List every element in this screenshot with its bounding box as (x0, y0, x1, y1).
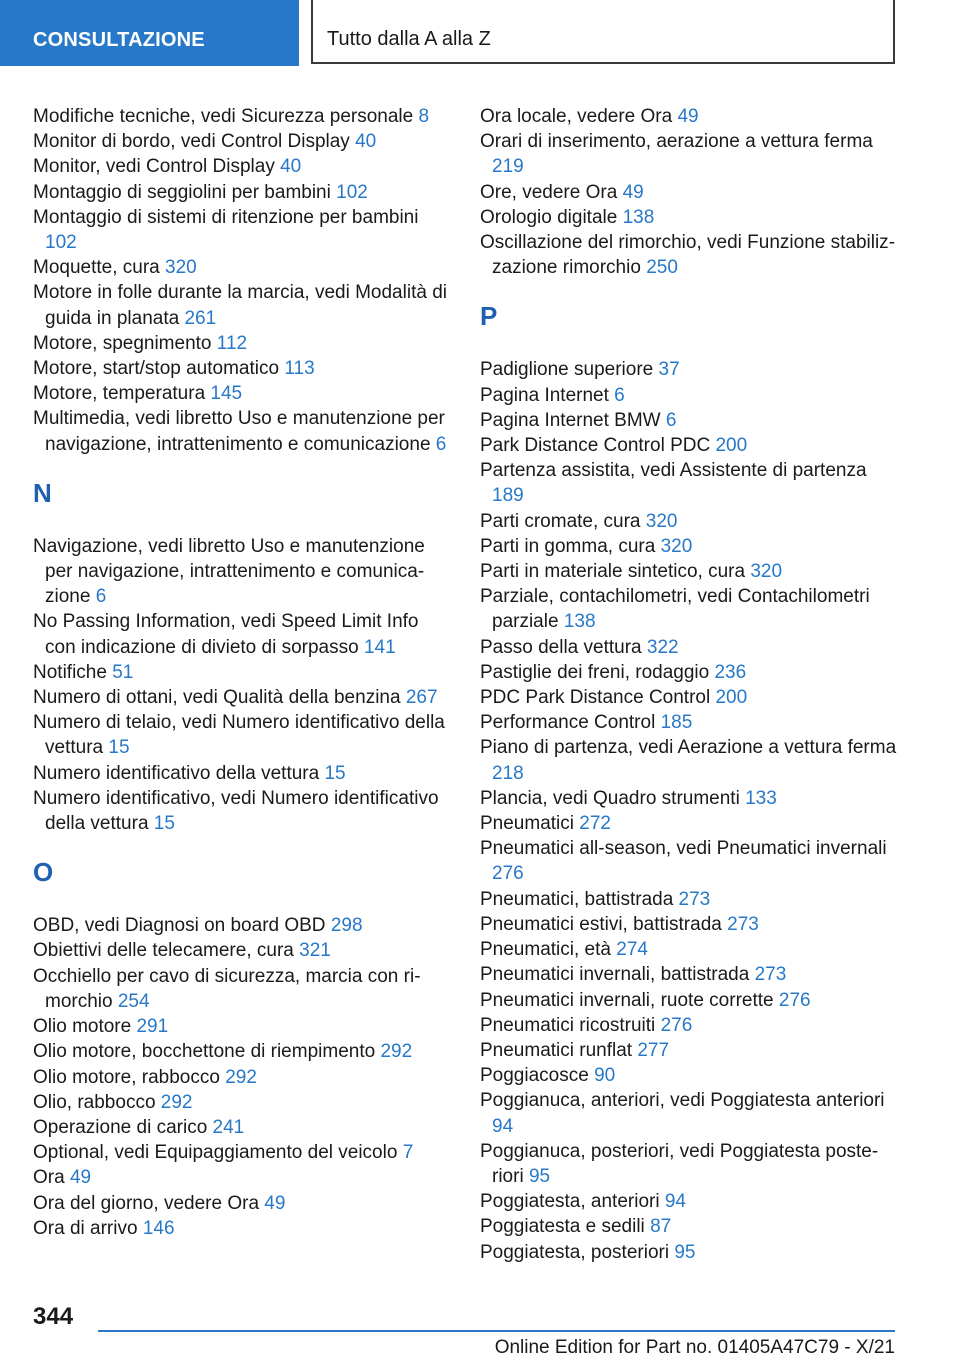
index-entry-text: Olio motore (33, 1016, 132, 1038)
index-entry (480, 559, 900, 584)
index-entry-text: Occhiello per cavo di sicurezza, marcia con rimorchio (33, 965, 421, 1012)
index-entry-text: Oscillazione del rimorchio, vedi Funzione stabilizzazione rimorchio (480, 232, 896, 279)
index-entry-text: Parti in materiale sintetico, cura (480, 561, 746, 583)
index-entry-text: Pneumatici estivi, battistrada (480, 913, 722, 935)
page-reference-link[interactable]: 138 (622, 206, 655, 228)
index-entry-text: Motore, start/stop automatico (33, 358, 280, 380)
index-entry-text: OBD, vedi Diagnosi on board OBD (33, 915, 326, 937)
page-reference-link[interactable]: 267 (405, 687, 438, 709)
page-reference-link[interactable]: 15 (324, 762, 346, 784)
page-reference-link[interactable]: 272 (579, 813, 611, 835)
index-entry-text: Pneumatici (480, 813, 574, 835)
page-reference-link[interactable]: 320 (660, 535, 693, 557)
index-entry-text: Numero di ottani, vedi Qualità della benzina (33, 687, 401, 709)
page-reference-link[interactable]: 87 (650, 1216, 672, 1238)
index-entry-text: Multimedia, vedi libretto Uso e manutenzione per navigazione, intrattenimento e comunicazione (33, 408, 445, 455)
index-entry (33, 406, 453, 456)
index-entry-text: Moquette, cura (33, 257, 160, 279)
index-entry-text: Pneumatici, battistrada (480, 888, 674, 910)
index-entry (33, 1014, 453, 1039)
index-entry-text: Montaggio di sistemi di ritenzione per bambini (33, 206, 419, 228)
index-entry (33, 1191, 453, 1216)
index-entry (480, 1038, 900, 1063)
index-entry (480, 1214, 900, 1239)
index-entry (480, 408, 900, 433)
index-entry (33, 180, 453, 205)
index-entry (33, 129, 453, 154)
page-reference-link[interactable]: 49 (264, 1192, 286, 1214)
index-entry-text: Parti cromate, cura (480, 510, 641, 532)
index-entry (480, 433, 900, 458)
index-entry (480, 458, 900, 508)
index-entry-text: Poggianuca, posteriori, vedi Poggiatesta posteriori (480, 1140, 879, 1187)
page-reference-link[interactable]: 185 (660, 712, 693, 734)
index-entry (33, 685, 453, 710)
page-reference-link[interactable]: 112 (216, 332, 248, 354)
index-entry-text: Montaggio di seggiolini per bambini (33, 181, 331, 203)
index-entry-text: Orologio digitale (480, 206, 618, 228)
page-reference-link[interactable]: 51 (112, 661, 134, 683)
page-reference-link[interactable]: 273 (678, 888, 711, 910)
index-entry (480, 710, 900, 735)
page-reference-link[interactable]: 141 (363, 636, 396, 658)
index-entry (480, 1013, 900, 1038)
page-reference-link[interactable]: 236 (714, 661, 747, 683)
index-column-left (33, 104, 453, 1241)
index-entry (480, 383, 900, 408)
index-entry (480, 205, 900, 230)
page-reference-link[interactable]: 8 (418, 106, 430, 127)
index-entry (33, 1140, 453, 1165)
page-reference-link[interactable]: 95 (674, 1241, 696, 1263)
page-reference-link[interactable]: 7 (402, 1142, 414, 1164)
index-entry (480, 685, 900, 710)
page-reference-link[interactable]: 94 (664, 1191, 686, 1213)
index-entry-text: Partenza assistita, vedi Assistente di partenza (480, 460, 867, 482)
index-entry (480, 912, 900, 937)
index-entry-text: Olio motore, rabbocco (33, 1066, 220, 1088)
index-entry (33, 913, 453, 938)
index-entry (33, 1165, 453, 1190)
index-entry-text: Ora di arrivo (33, 1217, 138, 1239)
index-entry (480, 635, 900, 660)
page-reference-link[interactable]: 49 (69, 1167, 92, 1189)
index-entry-text: Notifiche (33, 661, 107, 683)
index-entry-text: Navigazione, vedi libretto Uso e manutenzione per navigazione, intrattenimento e comunicazione (33, 535, 425, 608)
page-reference-link[interactable]: 250 (646, 257, 678, 279)
page-reference-link[interactable]: 292 (380, 1041, 413, 1063)
index-letter-heading: P (480, 301, 498, 332)
page-reference-link[interactable]: 138 (563, 611, 596, 633)
page-reference-link[interactable]: 292 (160, 1091, 193, 1113)
index-entry-text: Performance Control (480, 712, 656, 734)
index-entry (33, 938, 453, 963)
page-reference-link[interactable]: 189 (492, 485, 524, 507)
page-reference-link[interactable]: 49 (677, 106, 699, 127)
page-reference-link[interactable]: 145 (210, 383, 243, 405)
index-entry-text: Pagina Internet BMW (480, 409, 661, 431)
index-entry-text: Optional, vedi Equipaggiamento del veicolo (33, 1142, 398, 1164)
index-entry (33, 356, 453, 381)
section-tab (0, 0, 299, 66)
page-reference-link[interactable]: 200 (715, 435, 748, 457)
index-entry (480, 937, 900, 962)
index-entry (480, 1088, 900, 1138)
page-reference-link[interactable]: 320 (750, 561, 783, 583)
index-entry-text: Ora del giorno, vedere Ora (33, 1192, 260, 1214)
page-reference-link[interactable]: 241 (212, 1116, 245, 1138)
page-reference-link[interactable]: 113 (284, 358, 315, 380)
index-entry-text: Park Distance Control PDC (480, 435, 711, 457)
index-entry-text: Pneumatici runflat (480, 1039, 633, 1061)
index-entry-text: Pneumatici invernali, battistrada (480, 964, 750, 986)
index-entry (33, 104, 453, 129)
index-entry (480, 1240, 900, 1265)
index-entry-text: PDC Park Distance Control (480, 687, 711, 709)
page-reference-link[interactable]: 40 (355, 131, 377, 153)
page-reference-link[interactable]: 15 (108, 737, 130, 759)
index-entry (480, 104, 900, 129)
page-reference-link[interactable]: 15 (153, 813, 175, 835)
index-entry (480, 180, 900, 205)
index-entry (33, 154, 453, 179)
index-entry (480, 129, 900, 179)
page-reference-link[interactable]: 276 (778, 989, 811, 1011)
footer-divider (98, 1330, 895, 1332)
page-reference-link[interactable]: 90 (594, 1065, 616, 1087)
page-reference-link[interactable]: 218 (492, 762, 524, 784)
page-reference-link[interactable]: 321 (299, 940, 331, 962)
index-entry-text: Motore, temperatura (33, 383, 206, 405)
index-entry-text: Motore in folle durante la marcia, vedi Modalità di guida in planata (33, 282, 447, 329)
index-entry (33, 205, 453, 255)
index-entry-text: Pneumatici ricostruiti (480, 1014, 656, 1036)
index-entry-text: Numero di telaio, vedi Numero identificativo della vettura (33, 712, 445, 759)
index-entry (33, 1065, 453, 1090)
page-reference-link[interactable]: 6 (435, 433, 447, 455)
chapter-header (311, 0, 895, 64)
index-entry (480, 811, 900, 836)
index-entry (480, 1063, 900, 1088)
page-reference-link[interactable]: 102 (336, 181, 368, 203)
index-entry-text: Orari di inserimento, aerazione a vettura ferma (480, 131, 873, 153)
footer-edition: Online Edition for Part no. 01405A47C79 - X/21 (494, 1337, 895, 1358)
index-entry-text: Piano di partenza, vedi Aerazione a vettura ferma (480, 737, 897, 759)
page-reference-link[interactable]: 322 (646, 636, 679, 658)
index-entry (480, 509, 900, 534)
index-entry (33, 280, 453, 330)
index-entry-text: Passo della vettura (480, 636, 642, 658)
index-entry (480, 735, 900, 785)
index-entry-text: Pneumatici invernali, ruote corrette (480, 989, 774, 1011)
index-entry (480, 1139, 900, 1189)
index-entry-text: Monitor, vedi Control Display (33, 156, 275, 178)
index-entry (33, 710, 453, 760)
index-entry (33, 761, 453, 786)
index-entry-text: Ora locale, vedere Ora (480, 106, 673, 127)
page-reference-link[interactable]: 102 (45, 232, 77, 254)
index-letter-heading: N (33, 477, 52, 508)
index-entry-text: Modifiche tecniche, vedi Sicurezza personale (33, 106, 414, 127)
page-reference-link[interactable]: 6 (665, 409, 677, 431)
index-entry-text: Pagina Internet (480, 384, 609, 406)
chapter-title: Tutto dalla A alla Z (327, 28, 491, 50)
index-entry (480, 988, 900, 1013)
index-entry-text: Parziale, contachilometri, vedi Contachilometri parziale (480, 586, 870, 633)
page-reference-link[interactable]: 6 (614, 384, 625, 406)
page-reference-link[interactable]: 277 (637, 1039, 670, 1061)
page-reference-link[interactable]: 320 (645, 510, 678, 532)
page-reference-link[interactable]: 133 (745, 787, 777, 809)
index-entry-text: Numero identificativo della vettura (33, 762, 320, 784)
index-entry-text: Poggiatesta, posteriori (480, 1241, 670, 1263)
index-entry (33, 660, 453, 685)
page-reference-link[interactable]: 49 (622, 181, 644, 203)
page-reference-link[interactable]: 274 (616, 939, 648, 961)
index-entry (33, 609, 453, 659)
index-entry-text: Olio, rabbocco (33, 1091, 156, 1113)
page-number: 344 (33, 1303, 74, 1330)
index-entry (480, 230, 900, 280)
index-entry-text: Monitor di bordo, vedi Control Display (33, 131, 350, 153)
index-entry (33, 381, 453, 406)
index-entry (480, 584, 900, 634)
page-reference-link[interactable]: 6 (95, 586, 107, 608)
index-entry-text: Obiettivi delle telecamere, cura (33, 940, 294, 962)
index-entry-text: Ore, vedere Ora (480, 181, 618, 203)
index-entry-text: Operazione di carico (33, 1116, 208, 1138)
index-entry-text: Padiglione superiore (480, 359, 654, 381)
section-title: CONSULTAZIONE (33, 29, 205, 51)
index-entry (480, 1189, 900, 1214)
index-entry (33, 1039, 453, 1064)
page-reference-link[interactable]: 254 (117, 990, 150, 1012)
index-entry (33, 1216, 453, 1241)
index-entry-text: Motore, spegnimento (33, 332, 212, 354)
index-entry-text: Olio motore, bocchettone di riempimento (33, 1041, 376, 1063)
index-entry-text: Poggiatesta, anteriori (480, 1191, 660, 1213)
page-reference-link[interactable]: 320 (165, 257, 197, 279)
page-reference-link[interactable]: 273 (727, 913, 759, 935)
index-entry (33, 331, 453, 356)
index-entry (33, 1115, 453, 1140)
index-entry-text: No Passing Information, vedi Speed Limit Info con indicazione di divieto di sorpasso (33, 611, 419, 658)
page-reference-link[interactable]: 291 (136, 1016, 169, 1038)
page-reference-link[interactable]: 219 (492, 156, 524, 178)
index-entry (480, 660, 900, 685)
index-entry-text: Numero identificativo, vedi Numero identificativo della vettura (33, 787, 439, 835)
index-entry-text: Poggiacosce (480, 1065, 589, 1087)
index-entry-text: Pneumatici all-season, vedi Pneumatici invernali (480, 838, 887, 860)
index-entry (33, 534, 453, 610)
index-entry-text: Parti in gomma, cura (480, 535, 656, 557)
index-entry-text: Ora (33, 1167, 65, 1189)
page-reference-link[interactable]: 146 (142, 1217, 175, 1239)
index-entry-text: Pastiglie dei freni, rodaggio (480, 661, 710, 683)
page-reference-link[interactable]: 292 (225, 1066, 257, 1088)
index-entry (480, 836, 900, 886)
index-entry (33, 786, 453, 836)
index-entry (480, 786, 900, 811)
page-reference-link[interactable]: 273 (754, 964, 787, 986)
index-entry (33, 255, 453, 280)
index-entry-text: Poggianuca, anteriori, vedi Poggiatesta anteriori (480, 1090, 885, 1112)
index-entry (480, 357, 900, 382)
index-entry (33, 964, 453, 1014)
page-reference-link[interactable]: 200 (715, 687, 748, 709)
page-reference-link[interactable]: 95 (528, 1165, 551, 1187)
index-letter-heading: O (33, 857, 54, 888)
index-entry (33, 1090, 453, 1115)
index-column-right (480, 104, 900, 1265)
page-reference-link[interactable]: 276 (492, 863, 524, 885)
page-reference-link[interactable]: 298 (330, 915, 363, 937)
index-entry (480, 887, 900, 912)
page-reference-link[interactable]: 37 (658, 359, 680, 381)
index-entry-text: Pneumatici, età (480, 939, 611, 961)
index-entry-text: Plancia, vedi Quadro strumenti (480, 787, 740, 809)
index-entry-text: Poggiatesta e sedili (480, 1216, 645, 1238)
page-reference-link[interactable]: 261 (184, 307, 217, 329)
page-reference-link[interactable]: 94 (492, 1115, 514, 1137)
index-entry (480, 962, 900, 987)
page-reference-link[interactable]: 276 (660, 1014, 693, 1036)
page-reference-link[interactable]: 40 (280, 156, 302, 178)
index-entry (480, 534, 900, 559)
